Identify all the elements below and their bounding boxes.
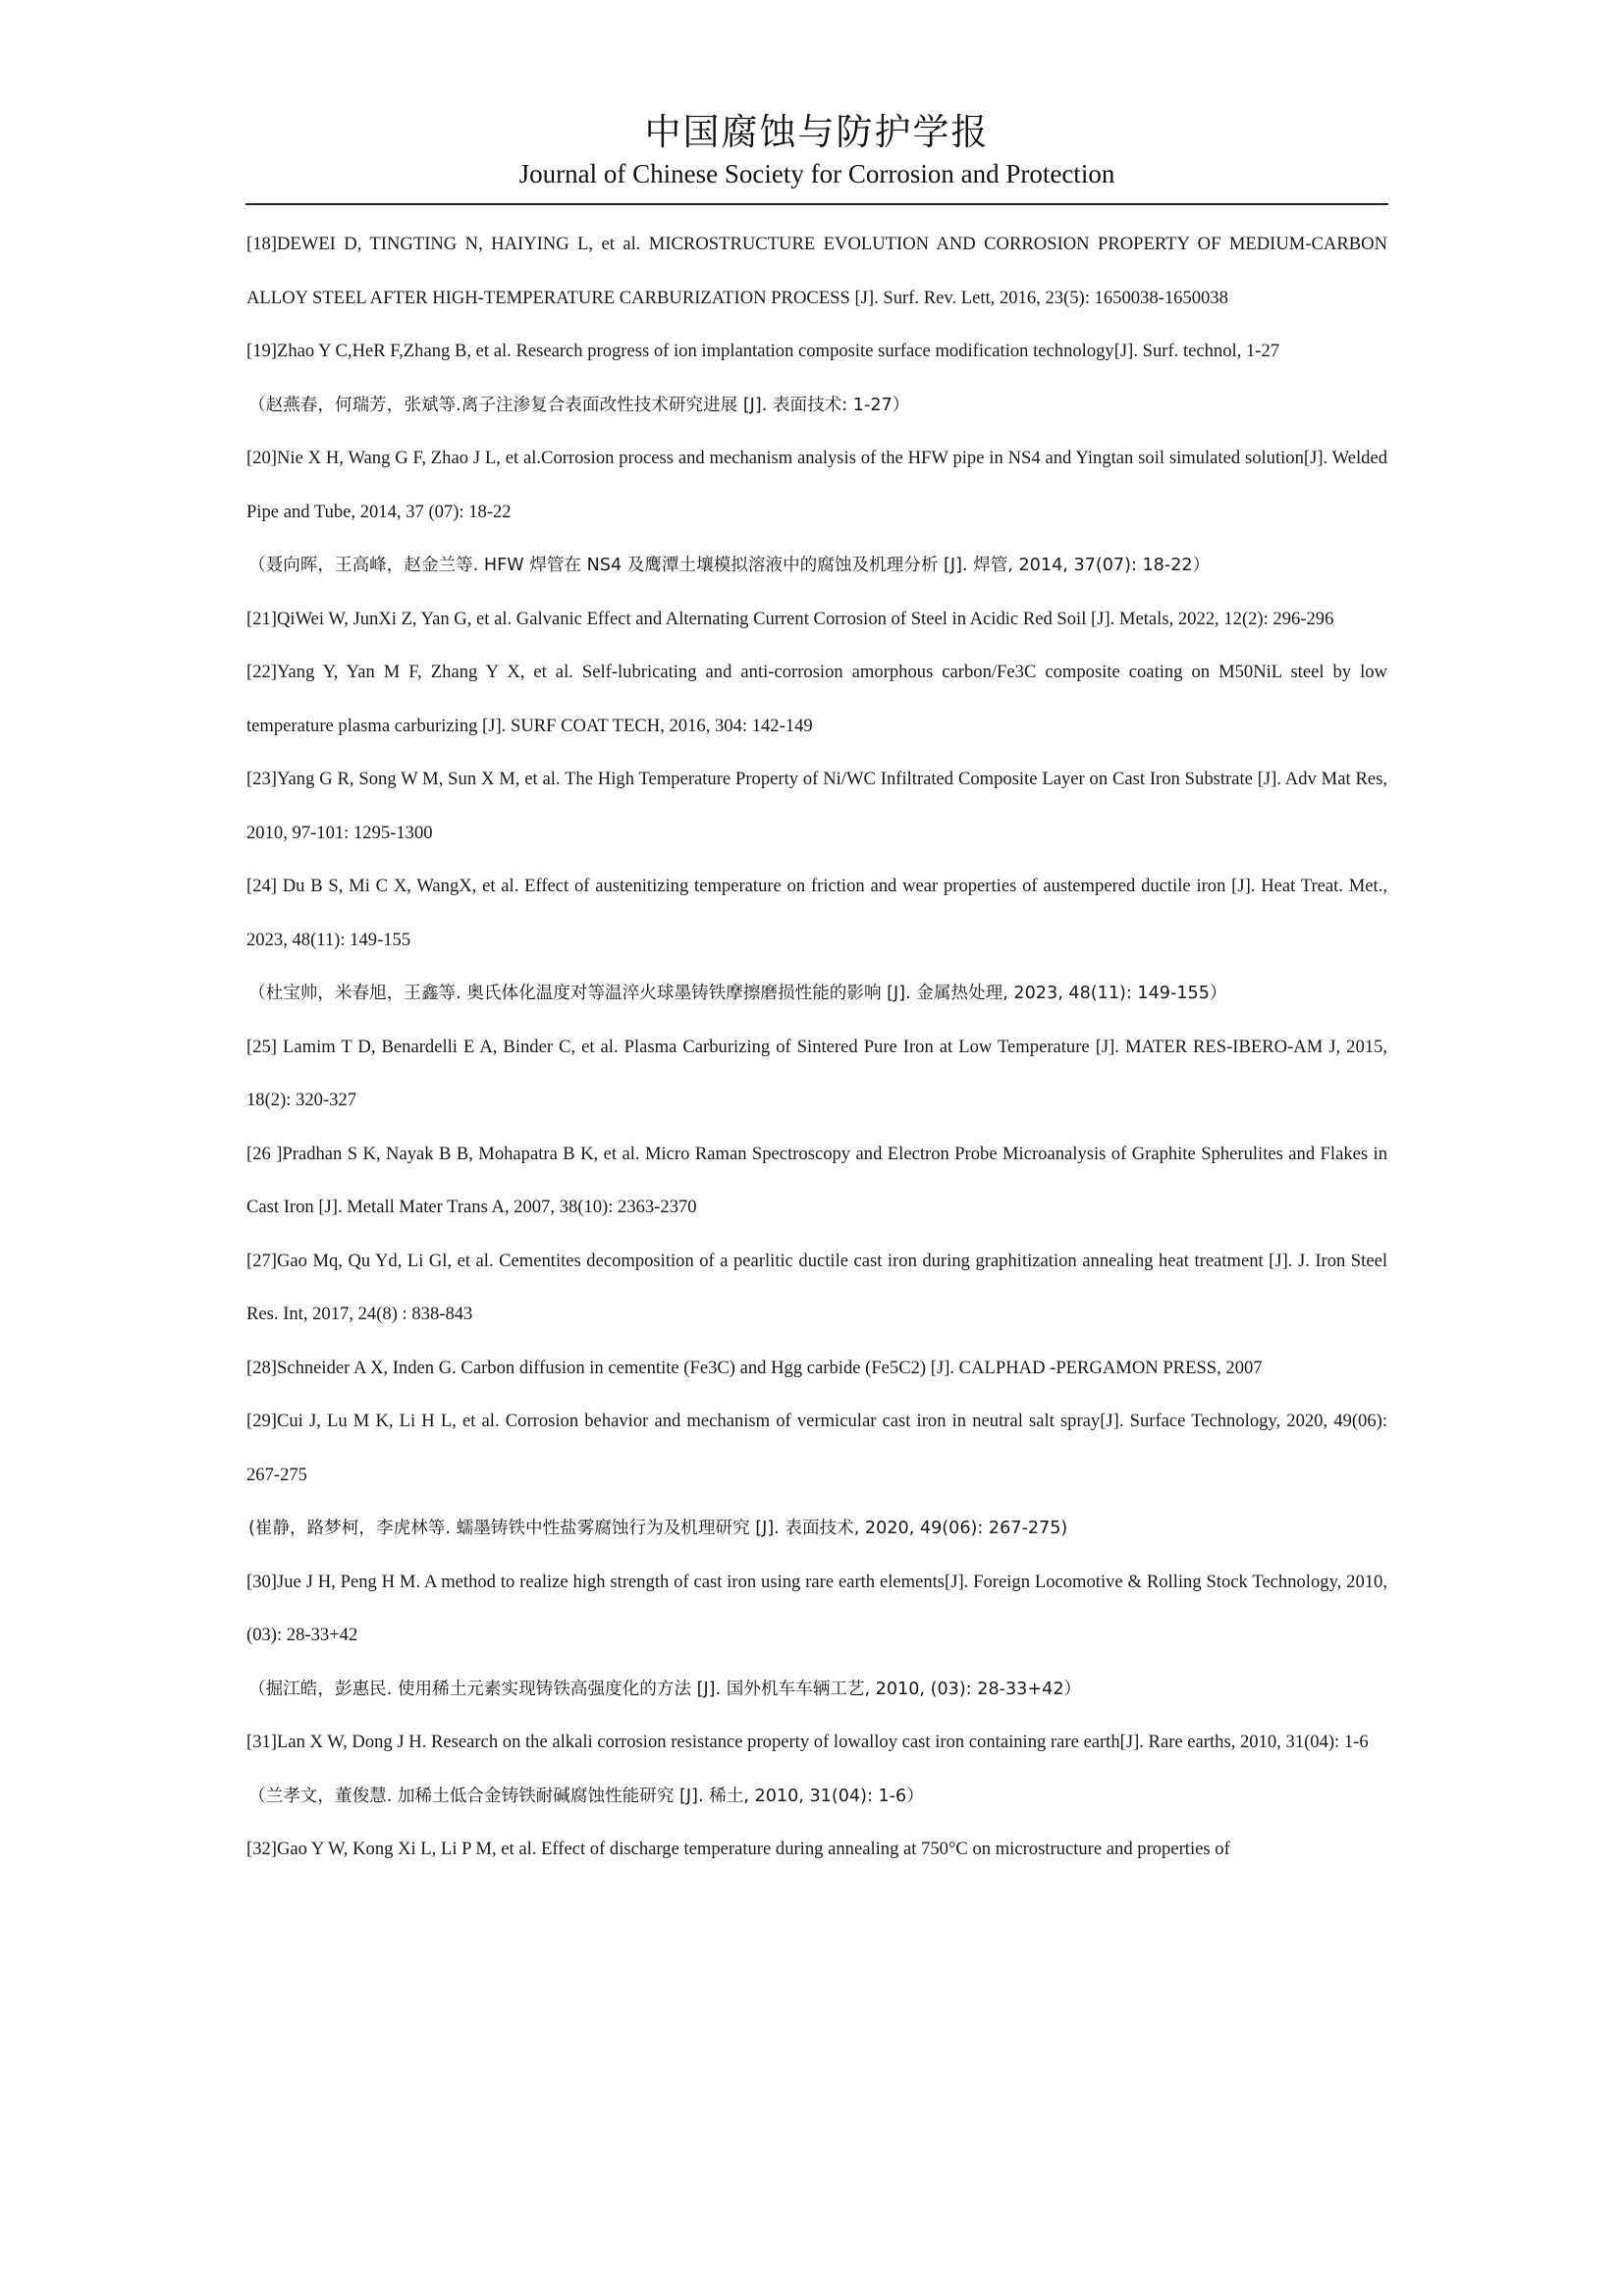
reference-entry: [24] Du B S, Mi C X, WangX, et al. Effect of austenitizing temperature on friction and wear properties of austempered ductile iron [J]. Heat Treat. Met., 2023, 48(11): 149-155: [246, 876, 1387, 950]
reference-entry: [30]Jue J H, Peng H M. A method to realize high strength of cast iron using rare earth elements[J]. Foreign Locomotive & Rolling Stock Technology, 2010, (03): 28-33+42: [246, 1571, 1387, 1645]
reference-entry: [22]Yang Y, Yan M F, Zhang Y X, et al. Self-lubricating and anti-corrosion amorphous carbon/Fe3C composite coating on M50NiL steel by low temperature plasma carburizing [J]. SURF COAT TECH, 2016, 304: 142-149: [246, 662, 1387, 736]
reference-entry: [21]QiWei W, JunXi Z, Yan G, et al. Galvanic Effect and Alternating Current Corrosion of Steel in Acidic Red Soil [J]. Metals, 2022, 12(2): 296-296: [246, 608, 1334, 629]
reference-translation: （赵燕春，何瑞芳，张斌等.离子注渗复合表面改性技术研究进展 [J]. 表面技术: 1-27）: [248, 395, 910, 415]
reference-translation: （杜宝帅，米春旭，王鑫等. 奥氏体化温度对等温淬火球墨铸铁摩擦磨损性能的影响 [J]. 金属热处理, 2023, 48(11): 149-155）: [248, 984, 1227, 1003]
reference-entry: [28]Schneider A X, Inden G. Carbon diffusion in cementite (Fe3C) and Hgg carbide (Fe5C2) [J]. CALPHAD -PERGAMON PRESS, 2007: [246, 1357, 1263, 1378]
reference-translation: (崔静，路梦柯，李虎林等. 蠕墨铸铁中性盐雾腐蚀行为及机理研究 [J]. 表面技术, 2020, 49(06): 267-275): [248, 1519, 1068, 1538]
reference-translation: （掘江皓，彭惠民. 使用稀土元素实现铸铁高强度化的方法 [J]. 国外机车车辆工艺, 2010, (03): 28-33+42）: [248, 1679, 1082, 1699]
reference-entry: [29]Cui J, Lu M K, Li H L, et al. Corrosion behavior and mechanism of vermicular cast iron in neutral salt spray[J]. Surface Technology, 2020, 49(06): 267-275: [246, 1411, 1387, 1485]
header-divider: [245, 203, 1388, 205]
reference-translation: （聂向晖，王高峰，赵金兰等. HFW 焊管在 NS4 及鹰潭土壤模拟溶液中的腐蚀及机理分析 [J]. 焊管, 2014, 37(07): 18-22）: [248, 556, 1211, 575]
journal-title-chinese: 中国腐蚀与防护学报: [644, 111, 990, 153]
reference-entry: [18]DEWEI D, TINGTING N, HAIYING L, et al. MICROSTRUCTURE EVOLUTION AND CORROSION PROPERTY OF MEDIUM-CARBON ALLOY STEEL AFTER HIGH-TEMPERATURE CARBURIZATION PROCESS [J]. Surf. Rev. Lett, 2016, 23(5): 1650038-1650038: [246, 234, 1387, 308]
reference-entry: [26 ]Pradhan S K, Nayak B B, Mohapatra B K, et al. Micro Raman Spectroscopy and Electron Probe Microanalysis of Graphite Spherulites and Flakes in Cast Iron [J]. Metall Mater Trans A, 2007, 38(10): 2363-2370: [246, 1143, 1387, 1217]
journal-header: [245, 110, 1388, 190]
reference-entry: [20]Nie X H, Wang G F, Zhao J L, et al.Corrosion process and mechanism analysis of the HFW pipe in NS4 and Yingtan soil simulated solution[J]. Welded Pipe and Tube, 2014, 37 (07): 18-22: [246, 448, 1387, 522]
reference-entry: [32]Gao Y W, Kong Xi L, Li P M, et al. Effect of discharge temperature during annealing at 750°C on microstructure and properties of: [246, 1839, 1230, 1859]
reference-entry: [19]Zhao Y C,HeR F,Zhang B, et al. Research progress of ion implantation composite surface modification technology[J]. Surf. technol, 1-27: [246, 341, 1280, 361]
reference-list: [246, 218, 1387, 1877]
reference-entry: [31]Lan X W, Dong J H. Research on the alkali corrosion resistance property of lowalloy cast iron containing rare earth[J]. Rare earths, 2010, 31(04): 1-6: [246, 1732, 1369, 1752]
reference-entry: [25] Lamim T D, Benardelli E A, Binder C, et al. Plasma Carburizing of Sintered Pure Iron at Low Temperature [J]. MATER RES-IBERO-AM J, 2015, 18(2): 320-327: [246, 1036, 1387, 1110]
journal-title-english: Journal of Chinese Society for Corrosion and Protection: [518, 159, 1115, 188]
reference-entry: [27]Gao Mq, Qu Yd, Li Gl, et al. Cementites decomposition of a pearlitic ductile cast iron during graphitization annealing heat treatment [J]. J. Iron Steel Res. Int, 2017, 24(8) : 838-843: [246, 1250, 1387, 1324]
reference-translation: （兰孝文，董俊慧. 加稀土低合金铸铁耐碱腐蚀性能研究 [J]. 稀土, 2010, 31(04): 1-6）: [248, 1786, 924, 1806]
reference-entry: [23]Yang G R, Song W M, Sun X M, et al. The High Temperature Property of Ni/WC Infiltrated Composite Layer on Cast Iron Substrate [J]. Adv Mat Res, 2010, 97-101: 1295-1300: [246, 769, 1387, 843]
